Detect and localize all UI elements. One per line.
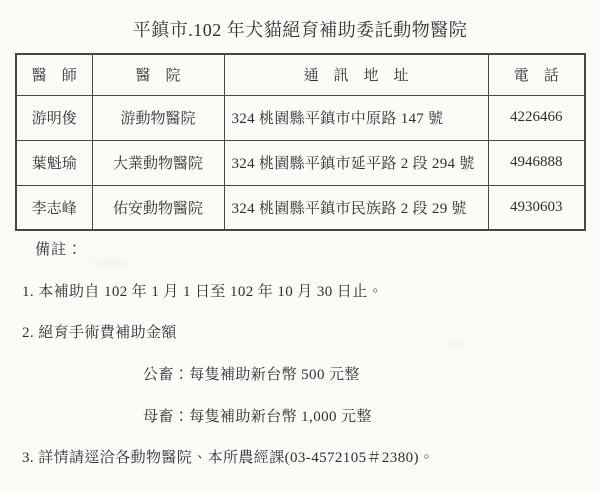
page-title: 平鎮市.102 年犬貓絕育補助委託動物醫院 bbox=[132, 20, 468, 40]
col-header-hospital: 醫 院 bbox=[92, 54, 224, 95]
col-header-doctor: 醫 師 bbox=[16, 54, 92, 95]
doctor-name: 李志峰 bbox=[16, 185, 92, 230]
hospital-phone: 4930603 bbox=[488, 185, 585, 230]
doctor-name: 葉魁瑜 bbox=[16, 140, 92, 185]
hospitals-table bbox=[15, 53, 586, 231]
subsidy-line-female: 母畜：每隻補助新台幣 1,000 元整 bbox=[143, 409, 372, 425]
col-header-address: 通 訊 地 址 bbox=[224, 54, 488, 95]
hospital-address: 324 桃園縣平鎮市中原路 147 號 bbox=[224, 95, 488, 140]
notes-label: 備註： bbox=[35, 242, 84, 258]
table-header-row bbox=[16, 54, 585, 95]
note-duration: 1. 本補助自 102 年 1 月 1 日至 102 年 10 月 30 日止。 bbox=[22, 284, 384, 300]
subsidy-line-male: 公畜：每隻補助新台幣 500 元整 bbox=[143, 367, 360, 383]
table-row bbox=[16, 140, 585, 185]
hospital-phone: 4946888 bbox=[488, 140, 585, 185]
table-row bbox=[16, 185, 585, 230]
note-contact: 3. 詳情請逕洽各動物醫院、本所農經課(03-4572105＃2380)。 bbox=[22, 450, 435, 466]
table-row bbox=[16, 95, 585, 140]
doctor-name: 游明俊 bbox=[16, 95, 92, 140]
hospital-name: 佑安動物醫院 bbox=[92, 185, 224, 230]
hospital-phone: 4226466 bbox=[488, 95, 585, 140]
hospital-name: 大業動物醫院 bbox=[92, 140, 224, 185]
hospital-address: 324 桃園縣平鎮市延平路 2 段 294 號 bbox=[224, 140, 488, 185]
note-subsidy-amount: 2. 絕育手術費補助金額 bbox=[22, 325, 177, 341]
hospital-name: 游動物醫院 bbox=[92, 95, 224, 140]
hospital-address: 324 桃園縣平鎮市民族路 2 段 29 號 bbox=[224, 185, 488, 230]
col-header-phone: 電 話 bbox=[488, 54, 585, 95]
